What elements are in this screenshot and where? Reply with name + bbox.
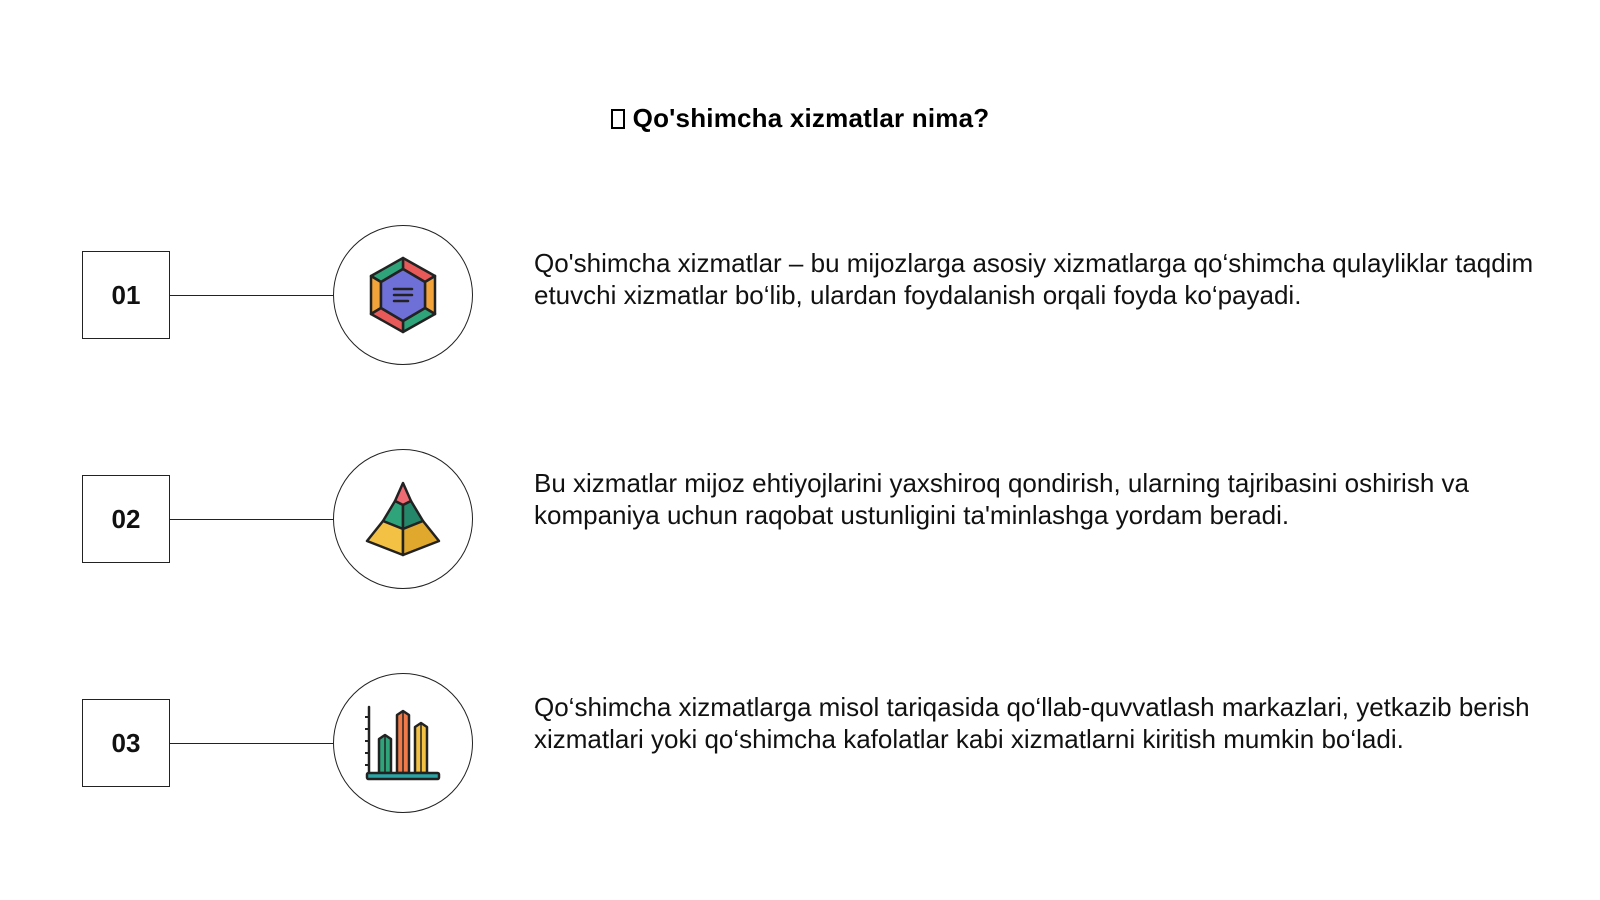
item-description: Qo'shimcha xizmatlar – bu mijozlarga asosiy xizmatlarga qo‘shimcha qulayliklar taqdim etuvchi xizmatlar bo‘lib, ulardan foydalanish orqali foyda ko‘payadi. (534, 248, 1534, 310)
item-number-badge: 02 (82, 475, 170, 563)
icon-circle (333, 673, 473, 813)
item-number-badge: 01 (82, 251, 170, 339)
bar-chart-icon (363, 703, 443, 783)
list-item-02 (0, 449, 1600, 589)
pyramid-icon (363, 479, 443, 559)
connector-line (170, 295, 333, 296)
slide-title (0, 103, 1600, 134)
slide-title-text: Qo'shimcha xizmatlar nima? (632, 103, 990, 134)
connector-line (170, 743, 333, 744)
item-description: Bu xizmatlar mijoz ehtiyojlarini yaxshiroq qondirish, ularning tajribasini oshirish va kompaniya uchun raqobat ustunligini ta'minlashga yordam beradi. (534, 468, 1469, 530)
list-item-01 (0, 225, 1600, 365)
hexagon-document-icon (365, 255, 441, 335)
list-item-03 (0, 673, 1600, 813)
item-number-badge: 03 (82, 699, 170, 787)
connector-line (170, 519, 333, 520)
missing-glyph-icon (611, 109, 625, 129)
icon-circle (333, 225, 473, 365)
item-description: Qo‘shimcha xizmatlarga misol tariqasida qo‘llab-quvvatlash markazlari, yetkazib berish xizmatlari yoki qo‘shimcha kafolatlar kabi xizmatlarni kiritish mumkin bo‘ladi. (534, 692, 1530, 754)
icon-circle (333, 449, 473, 589)
